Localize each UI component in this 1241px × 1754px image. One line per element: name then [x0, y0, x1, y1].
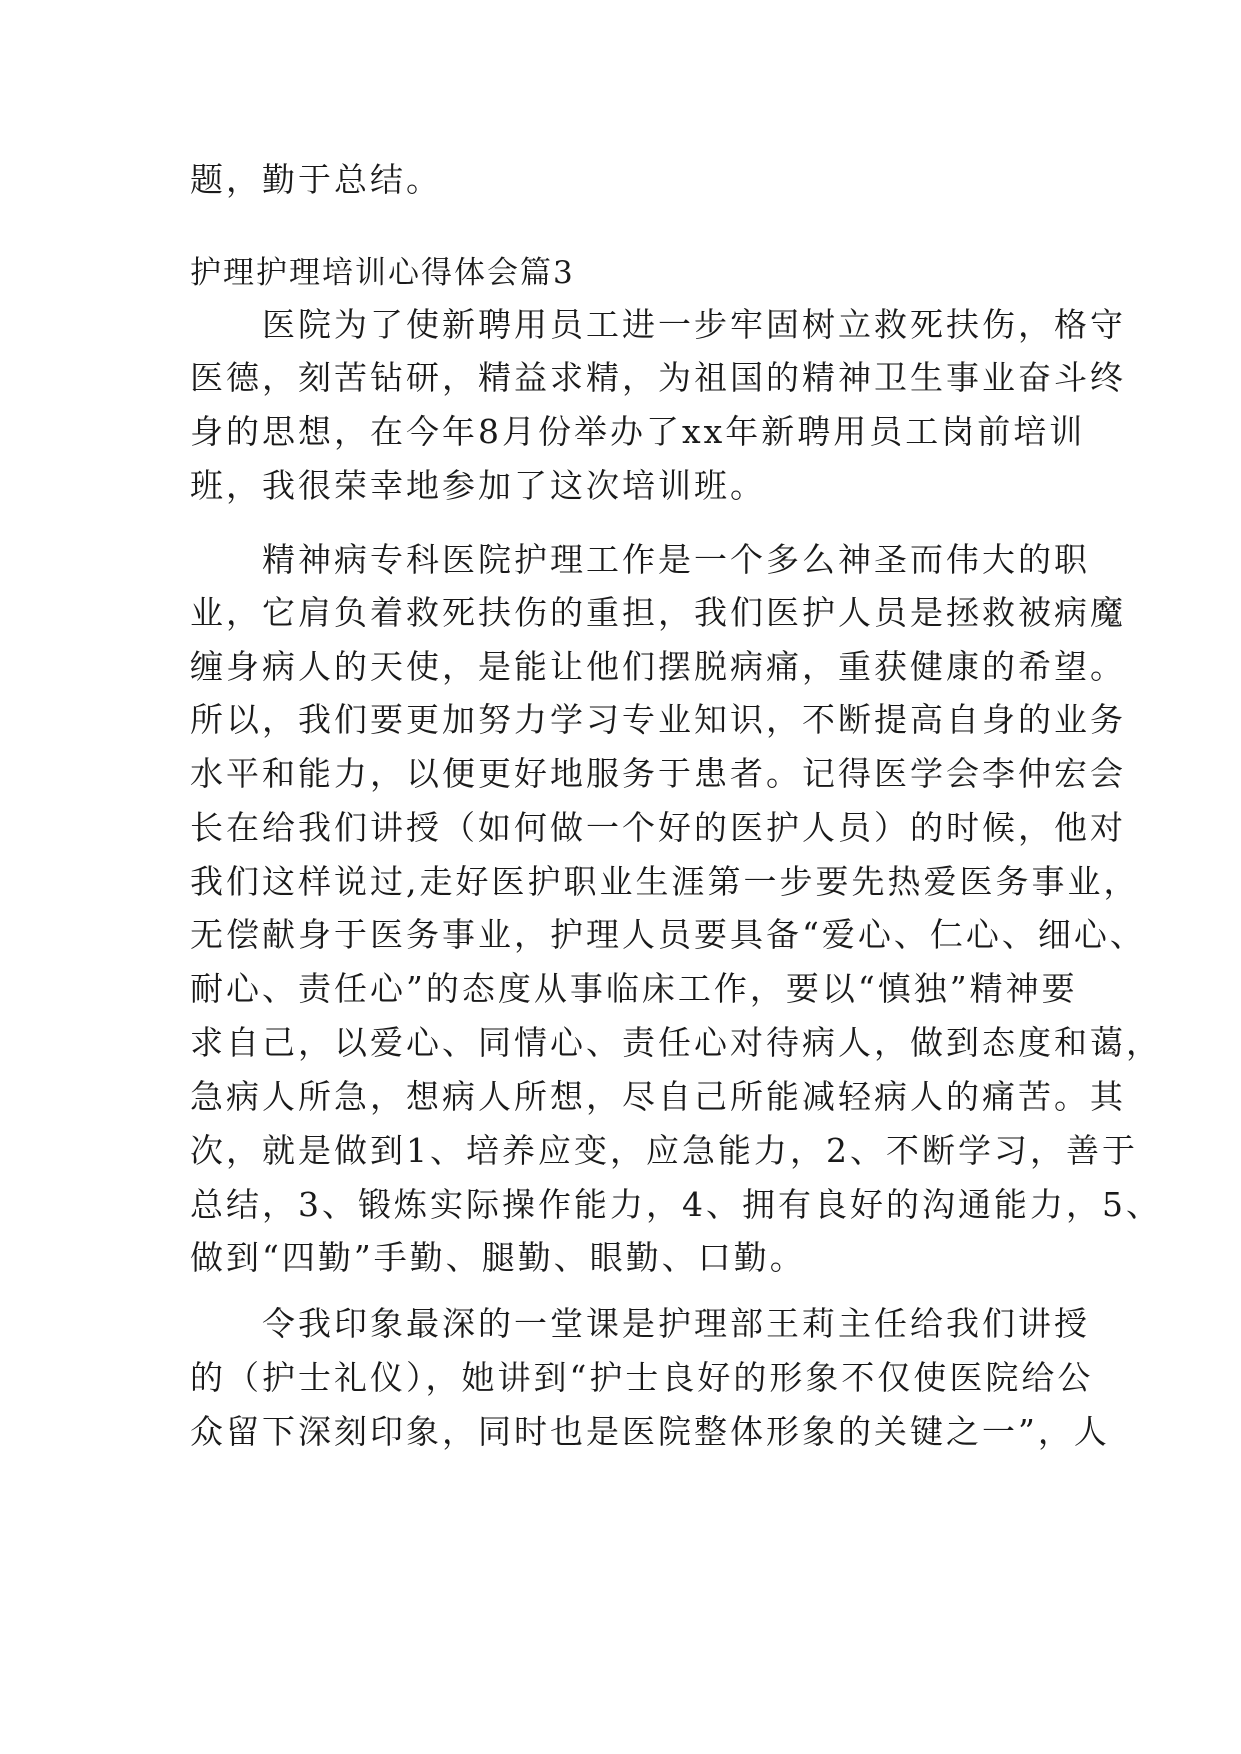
text-line: 我们这样说过,走好医护职业生涯第一步要先热爱医务事业， [190, 862, 1140, 901]
text-line: 所以，我们要更加努力学习专业知识，不断提高自身的业务 [190, 700, 1126, 739]
text-line: 业，它肩负着救死扶伤的重担，我们医护人员是拯救被病魔 [190, 593, 1126, 632]
text-line: 做到“四勤”手勤、腿勤、眼勤、口勤。 [190, 1238, 806, 1277]
text-line: 题，勤于总结。 [190, 160, 442, 199]
text-line: 令我印象最深的一堂课是护理部王莉主任给我们讲授 [190, 1304, 1090, 1343]
text-line: 求自己，以爱心、同情心、责任心对待病人，做到态度和蔼， [190, 1023, 1162, 1062]
text-line: 的（护士礼仪），她讲到“护士良好的形象不仅使医院给公 [190, 1358, 1094, 1397]
text-line: 总结，3、锻炼实际操作能力，4、拥有良好的沟通能力，5、 [190, 1185, 1162, 1224]
text-line: 无偿献身于医务事业，护理人员要具备“爱心、仁心、细心、 [190, 915, 1146, 954]
text-line: 身的思想，在今年8月份举办了xx年新聘用员工岗前培训 [190, 412, 1086, 451]
text-line: 精神病专科医院护理工作是一个多么神圣而伟大的职 [190, 540, 1090, 579]
text-line: 次，就是做到1、培养应变，应急能力，2、不断学习，善于 [190, 1131, 1138, 1170]
text-line: 医德，刻苦钻研，精益求精，为祖国的精神卫生事业奋斗终 [190, 358, 1126, 397]
text-line: 缠身病人的天使，是能让他们摆脱病痛，重获健康的希望。 [190, 647, 1126, 686]
text-line: 医院为了使新聘用员工进一步牢固树立救死扶伤，格守 [190, 305, 1126, 344]
text-line: 班，我很荣幸地参加了这次培训班。 [190, 466, 766, 505]
text-line: 耐心、责任心”的态度从事临床工作，要以“慎独”精神要 [190, 969, 1078, 1008]
text-line: 长在给我们讲授（如何做一个好的医护人员）的时候，他对 [190, 808, 1126, 847]
text-line: 急病人所急，想病人所想，尽自己所能减轻病人的痛苦。其 [190, 1077, 1126, 1116]
text-line: 众留下深刻印象，同时也是医院整体形象的关键之一”，人 [190, 1412, 1110, 1451]
text-line: 水平和能力，以便更好地服务于患者。记得医学会李仲宏会 [190, 754, 1126, 793]
section-heading: 护理护理培训心得体会篇3 [190, 255, 575, 291]
